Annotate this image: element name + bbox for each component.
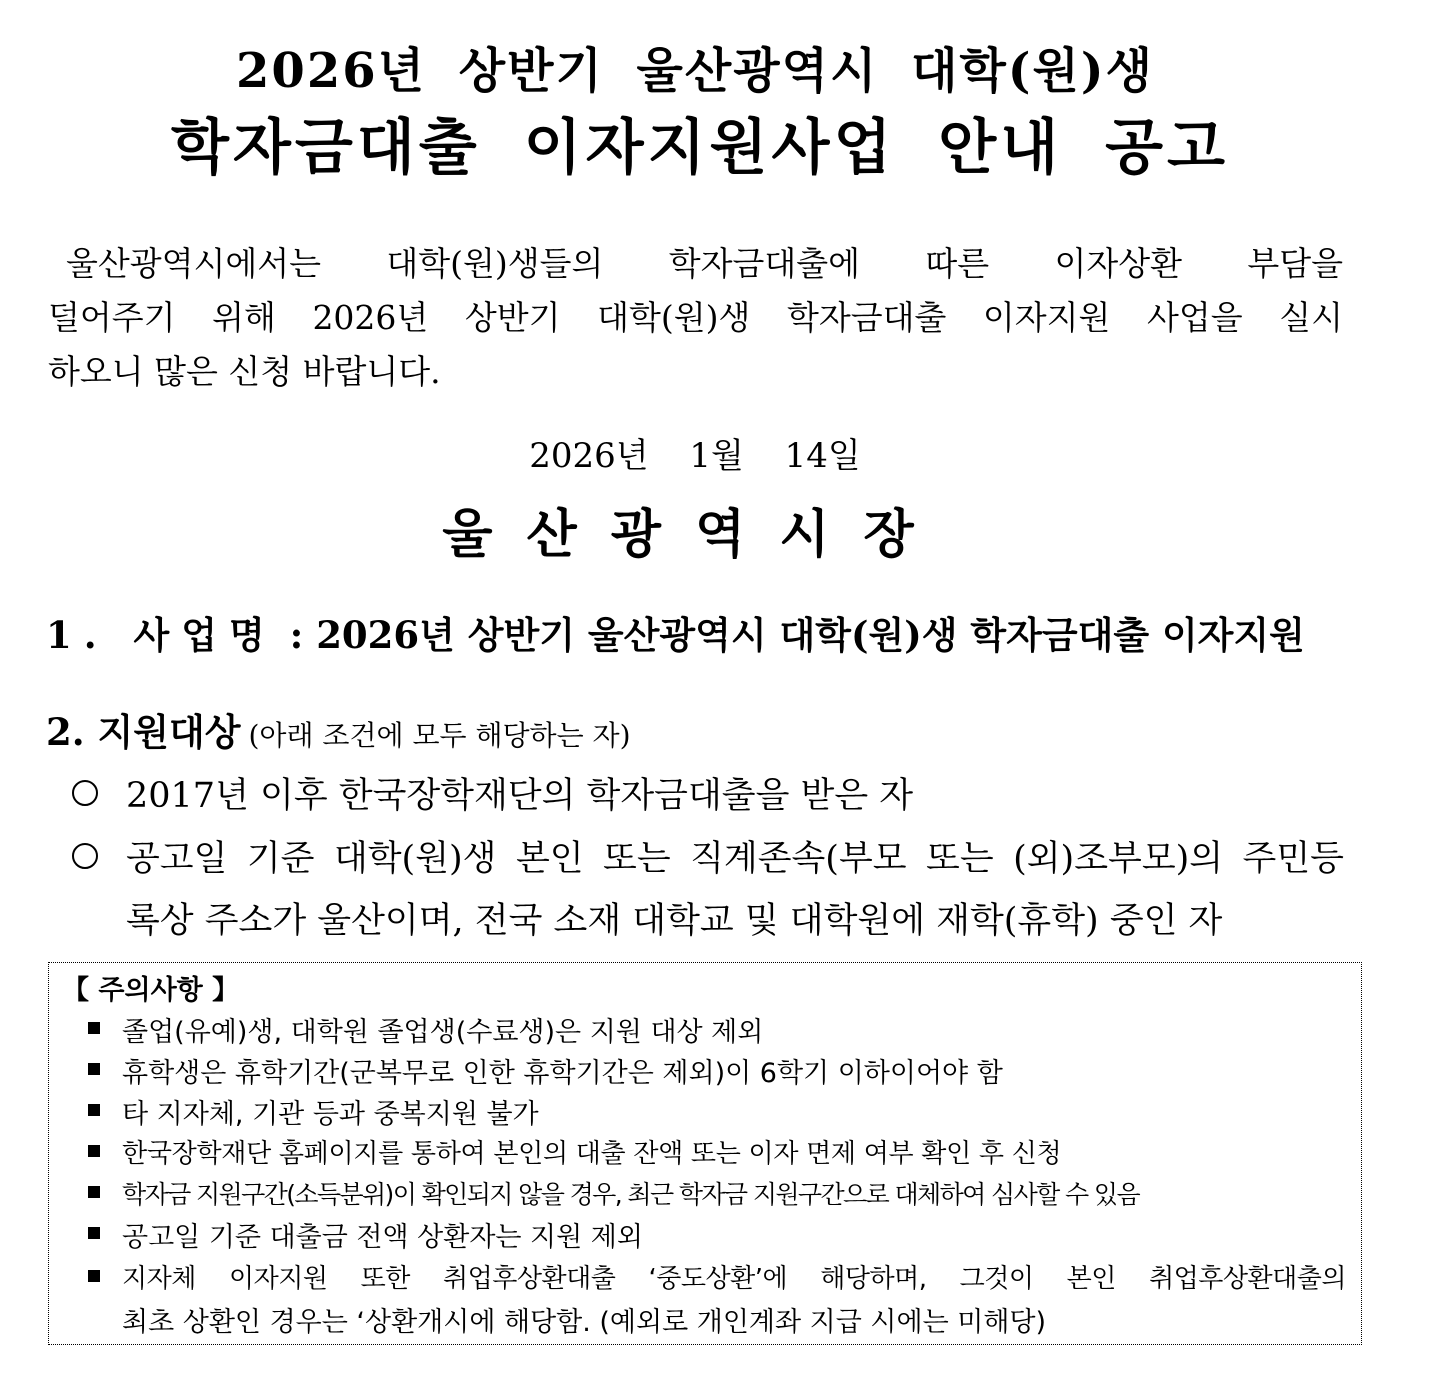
circle-bullet-icon: [72, 843, 98, 869]
issuer-name: 울산광역시장: [442, 505, 948, 565]
square-bullet-icon: [88, 1022, 100, 1034]
notice-item: 휴학생은 휴학기간(군복무로 인한 휴학기간은 제외)이 6학기 이하이어야 함: [122, 1058, 1003, 1089]
notice-title-line2: 학자금대출 이자지원사업 안내 공고: [170, 113, 1230, 183]
eligibility-item-continued: 록상 주소가 울산이며, 전국 소재 대학교 및 대학원에 재학(휴학) 중인 자: [126, 901, 1223, 941]
eligibility-item: 2017년 이후 한국장학재단의 학자금대출을 받은 자: [126, 776, 914, 816]
square-bullet-icon: [88, 1104, 100, 1116]
eligibility-item: 공고일 기준 대학(원)생 본인 또는 직계존속(부모 또는 (외)조부모)의 주민등: [126, 839, 1344, 879]
square-bullet-icon: [88, 1186, 100, 1198]
square-bullet-icon: [88, 1270, 100, 1282]
section2-sub: (아래 조건에 모두 해당하는 자): [248, 719, 631, 752]
notice-item: 졸업(유예)생, 대학원 졸업생(수료생)은 지원 대상 제외: [122, 1017, 764, 1048]
circle-bullet-icon: [72, 780, 98, 806]
section1-separator: :: [289, 613, 304, 657]
section2-label: 2. 지원대상: [46, 710, 241, 754]
section-eligibility: [46, 702, 631, 756]
square-bullet-icon: [88, 1227, 100, 1239]
notice-item: 공고일 기준 대출금 전액 상환자는 지원 제외: [122, 1222, 643, 1253]
notice-item: 지자체 이자지원 또한 취업후상환대출 ‘중도상환’에 해당하며, 그것이 본인 취업후상환대출의: [122, 1264, 1346, 1294]
square-bullet-icon: [88, 1145, 100, 1157]
notice-item: 학자금 지원구간(소득분위)이 확인되지 않을 경우, 최근 학자금 지원구간으로 대체하여 심사할 수 있음: [122, 1180, 1140, 1209]
section-business-name: [46, 605, 1305, 659]
intro-line-2: 덜어주기 위해 2026년 상반기 대학(원)생 학자금대출 이자지원 사업을 실시: [48, 298, 1343, 337]
intro-line-1: 울산광역시에서는 대학(원)생들의 학자금대출에 따른 이자상환 부담을: [66, 244, 1343, 283]
notice-box-title: 【 주의사항 】: [62, 975, 240, 1006]
notice-item-continued: 최초 상환인 경우는 ‘상환개시에 해당함. (예외로 개인계좌 지급 시에는 미해당): [122, 1307, 1047, 1338]
notice-item: 한국장학재단 홈페이지를 통하여 본인의 대출 잔액 또는 이자 면제 여부 확인 후 신청: [122, 1139, 1062, 1169]
section1-label: 1. 사업명: [46, 613, 277, 657]
section1-value: 2026년 상반기 울산광역시 대학(원)생 학자금대출 이자지원: [316, 613, 1305, 657]
square-bullet-icon: [88, 1063, 100, 1075]
notice-item: 타 지자체, 기관 등과 중복지원 불가: [122, 1099, 539, 1130]
notice-date: 2026년 1월 14일: [529, 436, 861, 476]
intro-line-3: 하오니 많은 신청 바랍니다.: [48, 352, 441, 391]
notice-title-line1: 2026년 상반기 울산광역시 대학(원)생: [236, 43, 1154, 99]
